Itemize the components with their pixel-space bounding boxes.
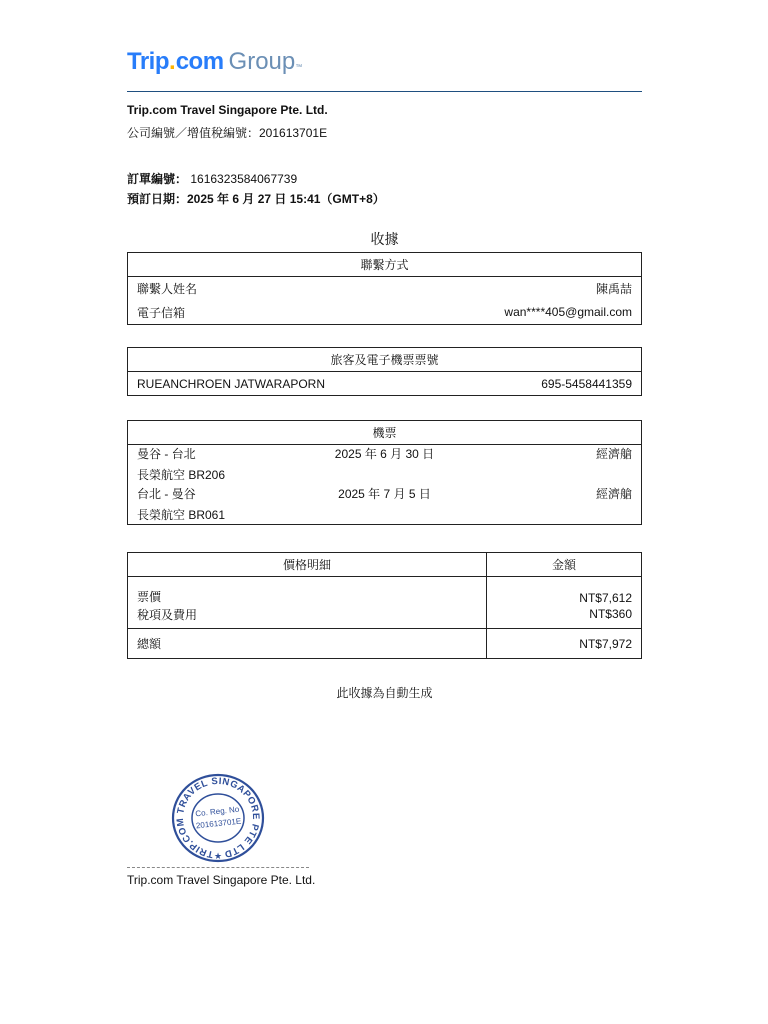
flight-cabin: 經濟艙 — [595, 447, 632, 461]
table-row — [128, 445, 642, 485]
table-row — [128, 301, 642, 325]
order-number-label: 訂單編號： — [127, 172, 188, 186]
flight-date: 2025 年 7 月 5 日 — [338, 486, 431, 501]
logo-dot: . — [169, 48, 176, 75]
flight-airline: 長榮航空 BR061 — [137, 507, 226, 522]
contact-email-label: 電子信箱 — [137, 305, 186, 320]
passenger-name: RUEANCHROEN JATWARAPORN — [137, 376, 326, 391]
passenger-table — [127, 347, 642, 396]
logo-group: Group — [228, 48, 296, 75]
logo-trademark: ™ — [295, 64, 303, 71]
flight-route: 台北 - 曼谷 — [137, 486, 196, 501]
logo-com: com — [175, 48, 224, 75]
company-seal-stamp — [170, 772, 266, 864]
total-amount: NT$7,972 — [487, 629, 642, 659]
signature-line — [127, 867, 309, 868]
total-label: 總額 — [128, 629, 487, 659]
flights-header: 機票 — [128, 421, 642, 445]
ticket-number: 695-5458441359 — [541, 376, 632, 391]
stamp-line2: 201613701E — [195, 816, 242, 831]
table-row — [128, 372, 642, 396]
fare-amount: NT$7,612 — [487, 577, 642, 605]
flight-airline: 長榮航空 BR206 — [137, 468, 226, 482]
table-row — [128, 629, 642, 659]
price-table — [127, 552, 642, 659]
fare-label: 票價 — [137, 589, 162, 604]
logo-trip: Trip — [127, 48, 170, 75]
svg-text:TRIP.COM TRAVEL SINGAPORE PTE — [175, 776, 261, 860]
flight-route: 曼谷 - 台北 — [137, 447, 196, 461]
tax-label: 稅項及費用 — [137, 607, 198, 622]
stamp-line1: Co. Reg. No — [194, 804, 240, 819]
stamp-star-icon: ★ — [213, 852, 223, 862]
order-date: 預訂日期：2025 年 6 月 27 日 15:41（GMT+8） — [127, 192, 385, 206]
contact-header: 聯繫方式 — [128, 253, 642, 277]
table-row — [128, 277, 642, 301]
table-row — [128, 485, 642, 525]
table-row — [128, 577, 642, 605]
passenger-header: 旅客及電子機票票號 — [128, 348, 642, 372]
flight-cabin: 經濟艙 — [595, 486, 632, 501]
flight-date: 2025 年 6 月 30 日 — [334, 447, 435, 461]
flights-table — [127, 420, 642, 525]
receipt-title: 收據 — [370, 231, 399, 247]
table-row — [128, 605, 642, 629]
order-number — [127, 170, 297, 187]
tripcom-group-logo — [127, 48, 302, 78]
header-divider — [127, 91, 642, 92]
price-detail-header: 價格明細 — [128, 553, 487, 577]
contact-email-value: wan****405@gmail.com — [504, 305, 632, 320]
order-number-value: 1616323584067739 — [190, 172, 298, 186]
price-amount-header: 金額 — [487, 553, 642, 577]
contact-table — [127, 252, 642, 325]
company-registration: 公司編號／增值稅編號：201613701E — [127, 126, 328, 140]
contact-name-value: 陳禹喆 — [595, 282, 632, 297]
contact-name-label: 聯繫人姓名 — [137, 282, 198, 297]
signature-company-name: Trip.com Travel Singapore Pte. Ltd. — [127, 873, 316, 887]
tax-amount: NT$360 — [487, 605, 642, 629]
stamp-ring-text: TRIP.COM TRAVEL SINGAPORE PTE LTD — [174, 775, 262, 860]
company-name: Trip.com Travel Singapore Pte. Ltd. — [127, 103, 328, 117]
auto-generated-note: 此收據為自動生成 — [336, 686, 433, 700]
